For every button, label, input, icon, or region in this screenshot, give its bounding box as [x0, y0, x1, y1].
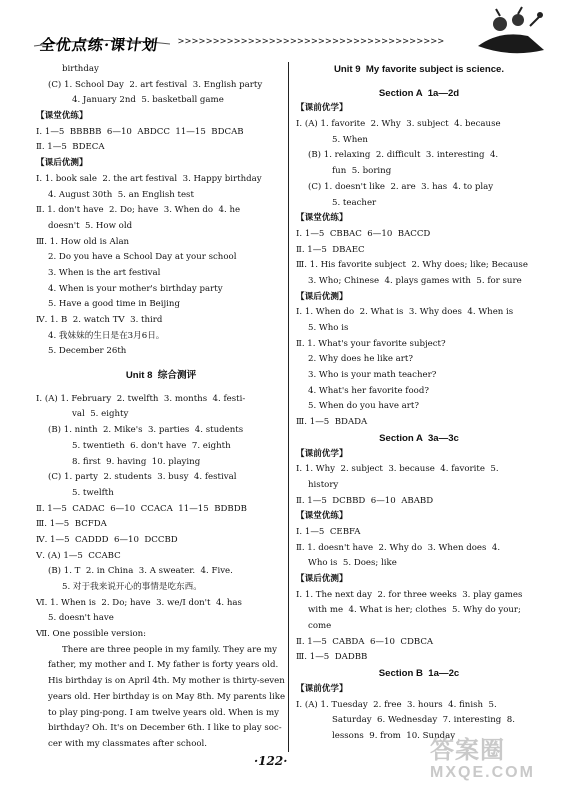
answer-line: Ⅱ. 1—5 BDECA	[36, 142, 105, 153]
watermark-title: 答案圈	[430, 737, 505, 764]
answer-line: Ⅰ. (A) 1. favorite 2. Why 3. subject 4. because	[296, 119, 501, 130]
answer-line: Ⅰ. (A) 1. Tuesday 2. free 3. hours 4. finish 5.	[296, 699, 497, 710]
section-heading: Unit 9 My favorite subject is science.	[333, 64, 505, 75]
answer-line: 5. 对于我来说开心的事情是吃东西。	[62, 582, 202, 592]
section-heading: Section B 1a—2c	[378, 668, 460, 680]
answer-line: 8. first 9. having 10. playing	[72, 456, 201, 467]
answer-line: There are three people in my family. They are my	[62, 644, 278, 655]
answer-line: with me 4. What is her; clothes 5. Why do your;	[308, 605, 521, 616]
answer-line: (B) 1. ninth 2. Mike's 3. parties 4. students	[48, 425, 244, 436]
page-number: ·122·	[254, 754, 288, 768]
series-logo: 全优点练·课计划	[38, 36, 160, 54]
answer-line: Ⅱ. 1. doesn't have 2. Why do 3. When does 4.	[296, 542, 501, 553]
exercise-tag: 【课后优测】	[36, 158, 88, 169]
right-answer-column	[296, 62, 542, 745]
answer-line: Ⅱ. 1—5 DCBBD 6—10 ABABD	[296, 495, 434, 506]
exercise-tag: 【课后优测】	[296, 291, 348, 302]
exercise-tag: 【课堂优练】	[296, 511, 348, 522]
answer-line: Ⅳ. 1—5 CADDD 6—10 DCCBD	[36, 534, 178, 545]
section-heading: Section A 1a—2d	[378, 87, 460, 99]
answer-line: Ⅶ. One possible version:	[36, 629, 147, 640]
answer-line: 4. August 30th 5. an English test	[48, 189, 194, 200]
answer-line: 5. doesn't have	[48, 613, 114, 624]
answer-line: (B) 1. relaxing 2. difficult 3. interesting 4.	[308, 150, 499, 161]
answer-line: 3. Who; Chinese 4. plays games with 5. for sure	[308, 275, 522, 286]
answer-line: 3. Who is your math teacher?	[308, 370, 437, 381]
answer-line: Ⅱ. 1—5 CADAC 6—10 CCACA 11—15 BDBDB	[36, 503, 247, 514]
header-arrow-rule: >>>>>>>>>>>>>>>>>>>>>>>>>>>>>>>>>>>>>>	[178, 36, 445, 47]
spacer	[36, 384, 286, 392]
answer-line: 5. twelfth	[72, 487, 114, 498]
answer-line: cer with my classmates after school.	[48, 738, 208, 749]
answer-line: 4. 我妹妹的生日是在3月6日。	[48, 330, 165, 341]
answer-line: 4. January 2nd 5. basketball game	[72, 95, 224, 106]
answer-line: 3. When is the art festival	[48, 267, 161, 278]
exercise-tag: 【课后优测】	[296, 574, 348, 584]
answer-line: doesn't 5. How old	[48, 220, 133, 231]
left-answer-column	[36, 62, 286, 753]
answer-line: 5. Have a good time in Beijing	[48, 299, 180, 310]
answer-line: to play ping-pong. I am twelve years old. When is my	[48, 707, 279, 718]
page-header	[0, 0, 563, 62]
exercise-tag: 【课前优学】	[296, 448, 348, 459]
answer-line: 4. When is your mother's birthday party	[48, 283, 223, 294]
answer-line: Ⅳ. 1. B 2. watch TV 3. third	[36, 315, 163, 325]
exercise-tag: 【课堂优练】	[296, 213, 348, 224]
answer-line: years old. Her birthday is on May 8th. My parents like	[48, 691, 286, 702]
spacer	[36, 360, 286, 368]
answer-line: birthday	[62, 64, 99, 74]
section-heading: Section A 3a—3c	[379, 432, 459, 444]
answer-line: val 5. eighty	[72, 409, 129, 420]
answer-line: 5. teacher	[332, 197, 377, 208]
answer-line: Ⅱ. 1. What's your favorite subject?	[296, 338, 446, 349]
answer-line: 5. Who is	[308, 323, 349, 333]
spacer	[296, 78, 542, 86]
answer-line: Ⅰ. 1—5 CEBFA	[296, 526, 361, 537]
column-divider	[288, 62, 289, 752]
answer-line: Ⅲ. 1—5 BCFDA	[36, 519, 107, 530]
answer-line: father, my mother and I. My father is forty years old.	[48, 660, 279, 671]
answer-line: Ⅰ. (A) 1. February 2. twelfth 3. months 4. festi-	[36, 393, 246, 404]
answer-line: 5. December 26th	[48, 346, 127, 357]
answer-line: Who is 5. Does; like	[308, 558, 397, 569]
answer-line: Ⅰ. 1—5 BBBBB 6—10 ABDCC 11—15 BDCAB	[36, 126, 244, 137]
answer-line: Ⅰ. 1. The next day 2. for three weeks 3. play games	[296, 589, 523, 600]
answer-line: 5. twentieth 6. don't have 7. eighth	[72, 440, 231, 451]
answer-line: history	[308, 479, 339, 490]
answer-line: 2. Why does he like art?	[308, 354, 413, 365]
answer-line: Ⅵ. 1. When is 2. Do; have 3. we/I don't 4. has	[36, 597, 242, 608]
answer-line: Ⅰ. 1. Why 2. subject 3. because 4. favorite 5.	[296, 464, 499, 475]
site-watermark	[430, 737, 535, 784]
answer-line: Ⅲ. 1—5 DADBB	[296, 652, 368, 663]
answer-line: Ⅰ. 1—5 CBBAC 6—10 BACCD	[296, 228, 431, 239]
answer-line: fun 5. boring	[332, 166, 392, 177]
exercise-tag: 【课前优学】	[296, 683, 348, 694]
exercise-tag: 【课前优学】	[296, 103, 348, 114]
answer-line: Ⅴ. (A) 1—5 CCABC	[36, 550, 121, 561]
answer-line: Saturday 6. Wednesday 7. interesting 8.	[332, 715, 515, 726]
answer-line: Ⅲ. 1. His favorite subject 2. Why does; like; Because	[296, 260, 528, 271]
section-heading: Unit 8 综合测评	[125, 370, 197, 382]
answer-line: Ⅱ. 1. don't have 2. Do; have 3. When do 4. he	[36, 205, 241, 216]
answer-line: (C) 1. party 2. students 3. busy 4. festival	[48, 472, 237, 483]
answer-line: Ⅱ. 1—5 DBAEC	[296, 244, 365, 255]
answer-line: come	[308, 621, 332, 632]
answer-line: (C) 1. School Day 2. art festival 3. English party	[48, 79, 263, 90]
answer-line: His birthday is on April 4th. My mother is thirty-seven	[48, 676, 285, 687]
answer-line: (C) 1. doesn't like 2. are 3. has 4. to play	[308, 181, 494, 192]
answer-line: 5. When	[332, 134, 368, 145]
answer-line: 5. When do you have art?	[308, 401, 419, 412]
watermark-url: MXQE.COM	[430, 764, 535, 781]
answer-line: Ⅰ. 1. book sale 2. the art festival 3. Happy birthday	[36, 173, 262, 184]
answer-line: lessons 9. from 10. Sunday	[332, 730, 456, 741]
answer-line: 4. What's her favorite food?	[308, 385, 429, 396]
answer-line: Ⅲ. 1. How old is Alan	[36, 236, 130, 247]
answer-line: (B) 1. T 2. in China 3. A sweater. 4. Five.	[48, 566, 233, 577]
answer-line: Ⅱ. 1—5 CABDA 6—10 CDBCA	[296, 636, 434, 647]
exercise-tag: 【课堂优练】	[36, 111, 88, 122]
answer-line: birthday? Oh. It's on December 6th. I like to play soc-	[48, 723, 282, 734]
answer-line: Ⅲ. 1—5 BDADA	[296, 417, 368, 428]
cartoon-corner-icon	[470, 6, 550, 60]
answer-line: 2. Do you have a School Day at your school	[48, 252, 237, 263]
answer-line: Ⅰ. 1. When do 2. What is 3. Why does 4. When is	[296, 307, 514, 318]
